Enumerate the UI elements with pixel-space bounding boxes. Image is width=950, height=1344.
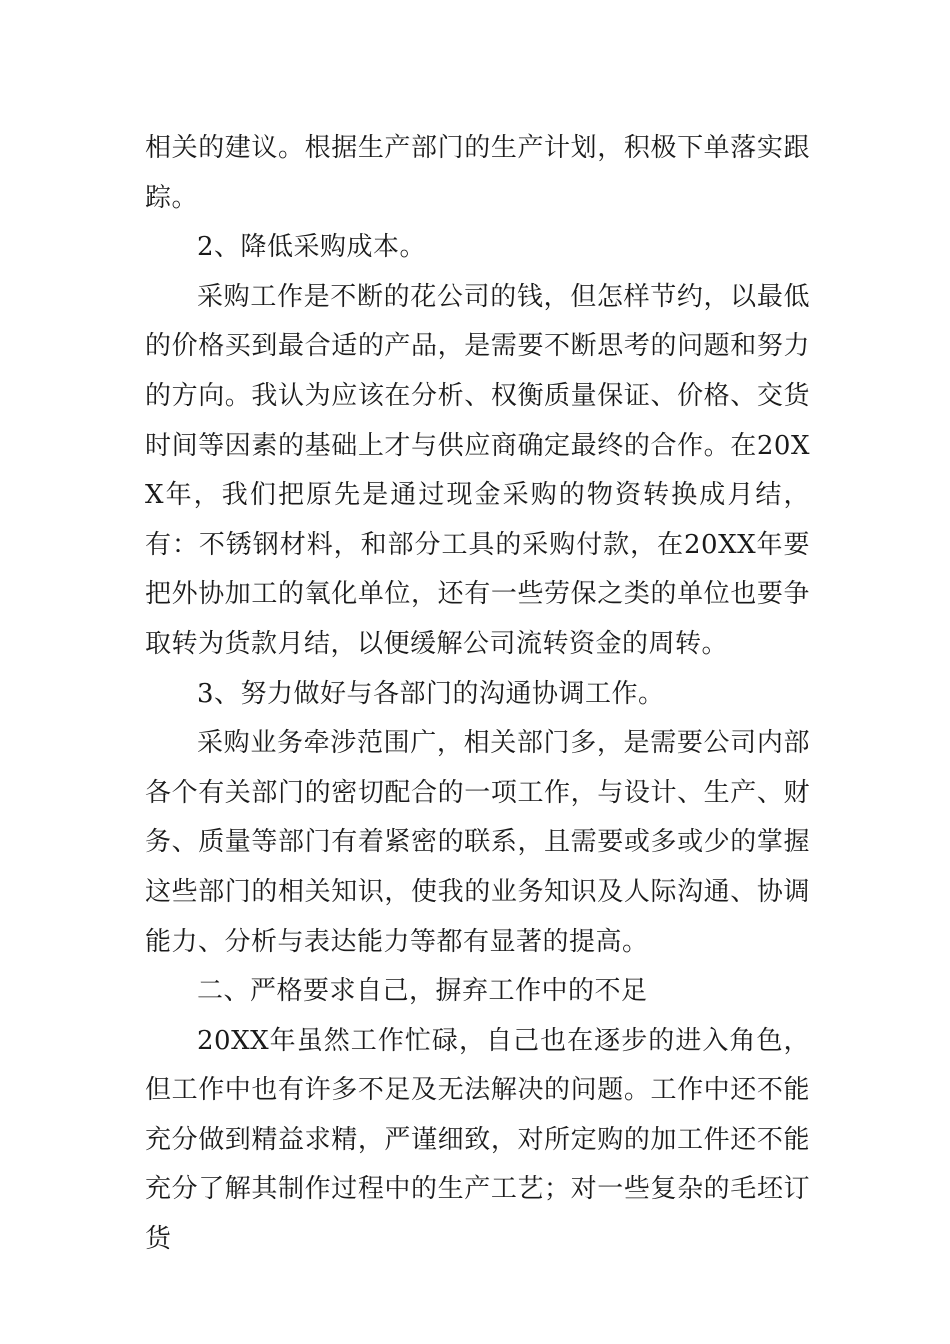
heading-communication: 3、努力做好与各部门的沟通协调工作。: [197, 678, 665, 709]
paragraph-coordination: 采购业务牵涉范围广，相关部门多，是需要公司内部各个有关部门的密切配合的一项工作，与设计、生产、财务、质量等部门有着紧密的联系，且需要或多或少的掌握这些部门的相关知识，使我的业务知识及人际沟通、协调能力、分析与表达能力等都有显著的提高。: [145, 728, 810, 957]
paragraph-shortcomings: 20XX年虽然工作忙碌，自己也在逐步的进入角色，但工作中也有许多不足及无法解决的问题。工作中还不能充分做到精益求精，严谨细致，对所定购的加工件还不能充分了解其制作过程中的生产工艺；对一些复杂的毛坯订货: [145, 1025, 810, 1255]
document-body: [145, 124, 810, 1265]
paragraph-cost-saving: 采购工作是不断的花公司的钱，但怎样节约，以最低的价格买到最合适的产品，是需要不断思考的问题和努力的方向。我认为应该在分析、权衡质量保证、价格、交货时间等因素的基础上才与供应商确定最终的合作。在20XX年，我们把原先是通过现金采购的物资转换成月结，有：不锈钢材料，和部分工具的采购付款，在20XX年要把外协加工的氧化单位，还有一些劳保之类的单位也要争取转为货款月结，以便缓解公司流转资金的周转。: [145, 281, 810, 659]
heading-reduce-cost: 2、降低采购成本。: [197, 232, 427, 263]
paragraph-tracking: 相关的建议。根据生产部门的生产计划，积极下单落实跟踪。: [145, 133, 810, 213]
heading-shortcomings: 二、严格要求自己，摒弃工作中的不足: [197, 976, 648, 1007]
